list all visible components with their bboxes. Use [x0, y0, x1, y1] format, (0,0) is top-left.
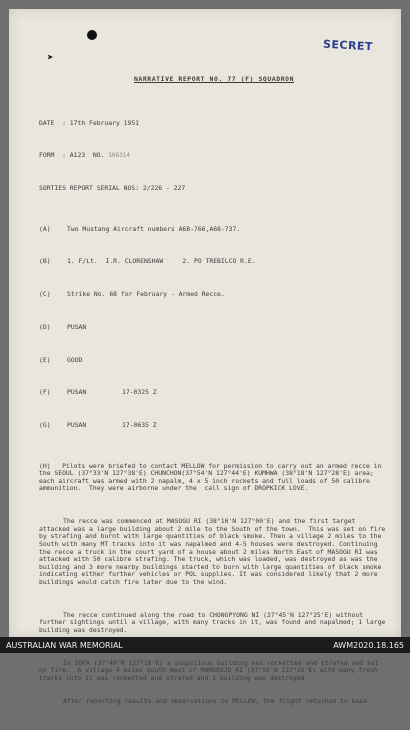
arrow-mark-icon: ➤ [47, 51, 54, 64]
secret-stamp: SECRET [322, 37, 374, 54]
paragraph-5: After reporting results and observations to MELLOW, the flight returned to base. [63, 696, 371, 705]
footer-bar [0, 637, 410, 653]
footer-accession-number: AWM2020.18.165 [333, 640, 404, 650]
item-a: (A) Two Mustang Aircraft numbers A68-766,A68-737. [39, 224, 241, 233]
paragraph-4: In SOPA (37°40'N 127°18'E) a suspicious building was rocketted and strafed and set on fire. A village 4 miles South West of MANSEOJO RI (37°59'N 127°15'E) with many fresh tracks into it was rocketted and strafed and 1 building was destroyed. [39, 658, 383, 682]
sorties-line: SORTIES REPORT SERIAL NOS: 2/226 - 227 [39, 184, 186, 193]
item-g: (G) PUSAN 17-0635 Z [39, 421, 157, 430]
paragraph-2: The recce was commenced at MASOGU RI (38°10'N 127°00'E) and the first target attacked was a large building about 2 mile to the South of the town. This was set on fire by strafing and burnt with large quantities of black smoke. Then a village 2 miles to the South with many MT tracks into it was napalmed and 4-5 houses were destroyed. Continuing the recce a truck in the court yard of a house about 2 miles North East of MASOGU RI was attacked with 50 calibre strafing. The truck, which was loaded, was destroyed as was the building and 3 more nearby buildings started to burn with large quantities of black smoke indicating either further vehicles or POL supplies. It was considered likely that 2 more buildings would catch fire later due to the wind. [39, 517, 390, 586]
item-f: (F) PUSAN 17-0325 Z [39, 388, 157, 397]
form-label: FORM : A123 NO. [39, 151, 105, 160]
footer-institution: AUSTRALIAN WAR MEMORIAL [6, 640, 123, 650]
item-d: (D) PUSAN [39, 322, 87, 331]
paragraph-3: The recce continued along the road to CHONGPYONG NI (37°45'N 127°25'E) without further sightings until a village, with many tracks in it, was found and napalmed; 1 large building was destroyed. [39, 610, 390, 634]
item-b: (B) 1. F/Lt. I.R. CLORENSHAW 2. PO TREBILCO R.E. [39, 257, 256, 266]
punch-hole [87, 30, 97, 40]
item-e: (E) GOOD [39, 355, 83, 364]
item-c: (C) Strike No. 68 for February - Armed Recce. [39, 290, 225, 299]
form-number: 106314 [108, 152, 130, 160]
form-line [39, 152, 389, 160]
report-title: NARRATIVE REPORT NO. 77 (F) SQUADRON [133, 75, 295, 84]
paragraph-h: (H) Pilots were briefed to contact MELLOW for permission to carry out an armed recce in the SEOUL (37°33'N 127°38'E) CHUNCHON(37°54'N 127°44'E) KUMHWA (38°18'N 127°28'E) area; each aircraft was armed with 2 napalm, 4 x 5 inch rockets and full loads of 50 calibre ammunition. They were airborne under the call sign of DROPKICK LOVE. [39, 461, 386, 493]
report-body [39, 61, 389, 730]
date-line: DATE : 17th February 1951 [39, 118, 140, 127]
